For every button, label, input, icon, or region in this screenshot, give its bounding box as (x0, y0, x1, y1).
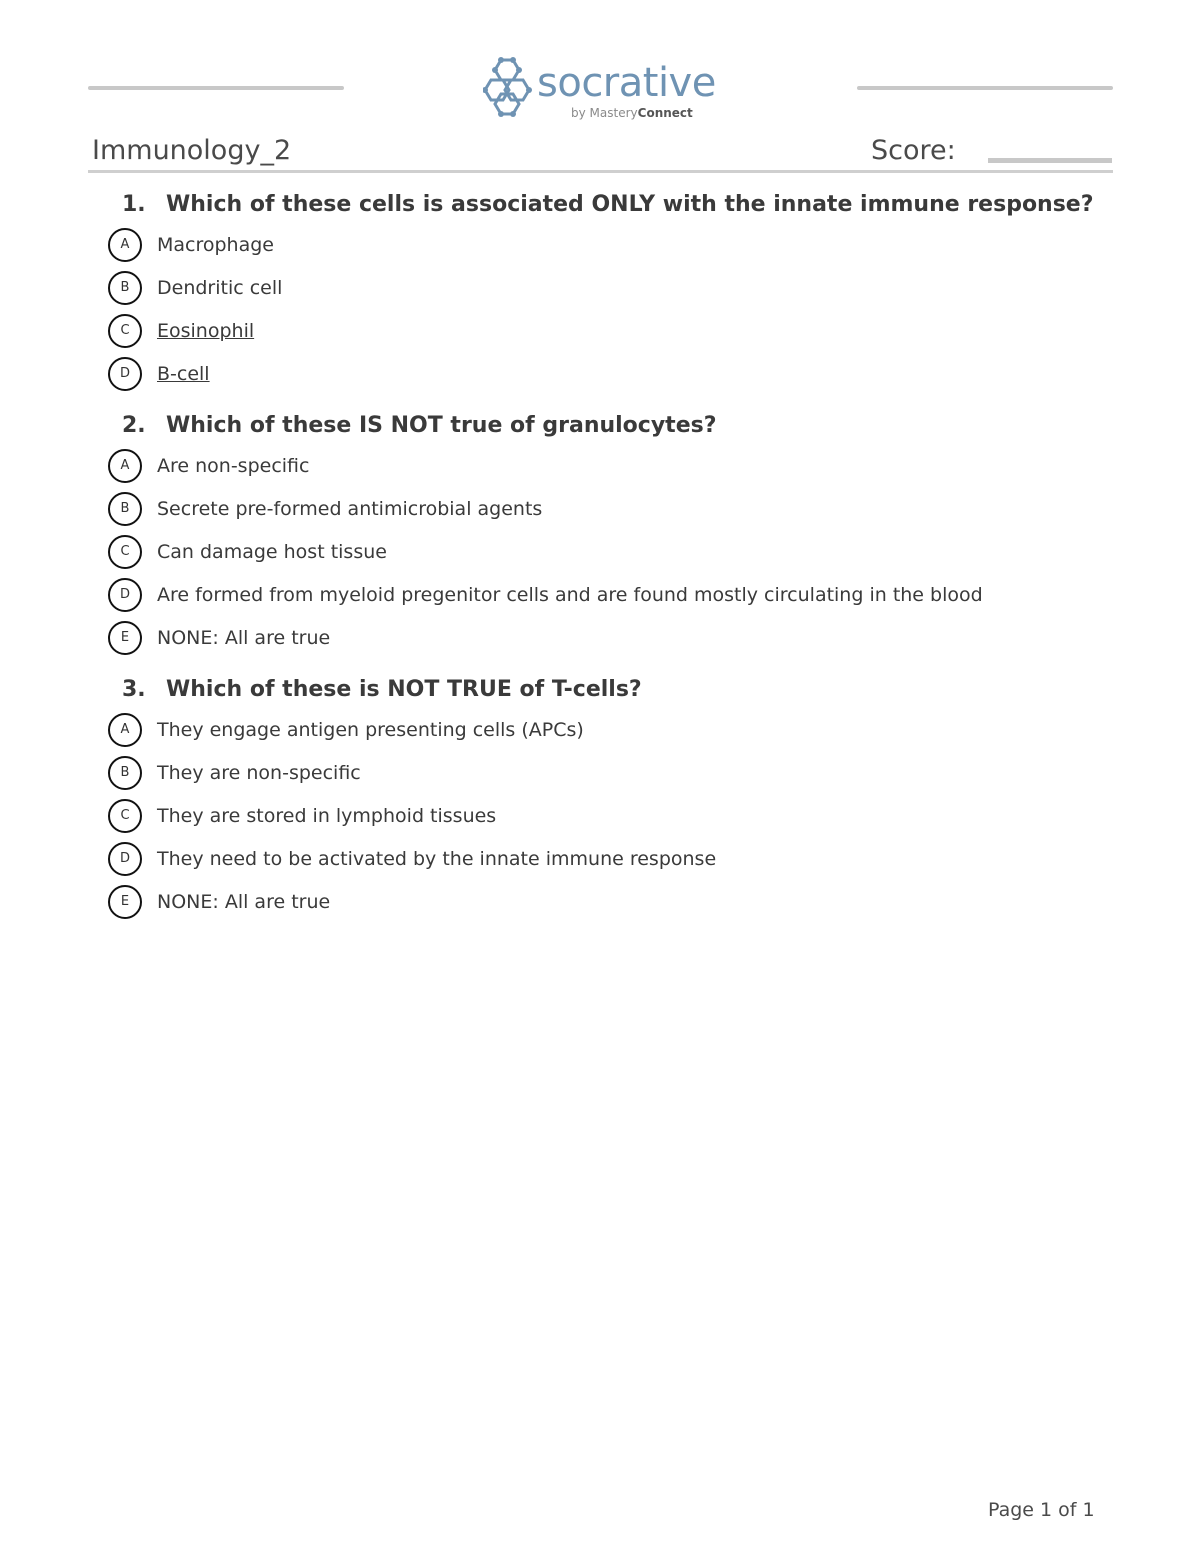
option-1d[interactable] (108, 352, 1108, 395)
option-text: NONE: All are true (157, 626, 331, 649)
header-rule-left (88, 86, 344, 90)
question-text (108, 192, 1108, 217)
logo-brand-light: Mastery (589, 106, 638, 120)
answer-bubble[interactable]: E (108, 885, 142, 919)
option-1a[interactable] (108, 223, 1108, 266)
option-text: Macrophage (157, 233, 274, 256)
question-2 (108, 413, 1108, 659)
option-text: They need to be activated by the innate immune response (157, 847, 717, 870)
page-number: Page 1 of 1 (988, 1499, 1095, 1521)
question-number: 2. (122, 413, 146, 438)
option-text: NONE: All are true (157, 890, 331, 913)
answer-bubble[interactable]: B (108, 756, 142, 790)
option-text: They engage antigen presenting cells (APCs) (157, 718, 584, 741)
option-text: Can damage host tissue (157, 540, 387, 563)
option-text: Secrete pre-formed antimicrobial agents (157, 497, 543, 520)
answer-bubble[interactable]: C (108, 314, 142, 348)
option-2a[interactable] (108, 444, 1108, 487)
question-text (108, 413, 1108, 438)
answer-bubble[interactable]: D (108, 578, 142, 612)
option-3e[interactable] (108, 880, 1108, 923)
option-text: Are formed from myeloid pregenitor cells and are found mostly circulating in the blood (157, 583, 983, 606)
logo-byline (571, 106, 693, 120)
quiz-title: Immunology_2 (92, 135, 292, 166)
answer-bubble[interactable]: C (108, 799, 142, 833)
answer-bubble[interactable]: E (108, 621, 142, 655)
option-text: Are non-specific (157, 454, 310, 477)
option-text: B-cell (157, 362, 210, 385)
option-3b[interactable] (108, 751, 1108, 794)
option-2d[interactable] (108, 573, 1108, 616)
socrative-logo (483, 56, 723, 122)
score-blank-line (988, 158, 1112, 163)
question-number: 1. (122, 192, 146, 217)
title-underline (88, 170, 1113, 173)
header-rule-right (857, 86, 1113, 90)
answer-bubble[interactable]: A (108, 228, 142, 262)
question-prompt: Which of these is NOT TRUE of T-cells? (166, 677, 642, 702)
question-number: 3. (122, 677, 146, 702)
answer-bubble[interactable]: A (108, 713, 142, 747)
logo-by: by (571, 106, 586, 120)
option-1c[interactable] (108, 309, 1108, 352)
answer-bubble[interactable]: B (108, 271, 142, 305)
question-prompt: Which of these IS NOT true of granulocytes? (166, 413, 717, 438)
option-3a[interactable] (108, 708, 1108, 751)
question-prompt: Which of these cells is associated ONLY with the innate immune response? (166, 192, 1094, 217)
option-text: Dendritic cell (157, 276, 283, 299)
option-1b[interactable] (108, 266, 1108, 309)
option-2b[interactable] (108, 487, 1108, 530)
option-2c[interactable] (108, 530, 1108, 573)
hexagon-molecule-icon (483, 56, 539, 118)
answer-bubble[interactable]: C (108, 535, 142, 569)
answer-bubble[interactable]: A (108, 449, 142, 483)
option-3c[interactable] (108, 794, 1108, 837)
option-text: They are non-specific (157, 761, 361, 784)
answer-bubble[interactable]: D (108, 842, 142, 876)
option-text: Eosinophil (157, 319, 255, 342)
question-1 (108, 192, 1108, 395)
option-3d[interactable] (108, 837, 1108, 880)
option-text: They are stored in lymphoid tissues (157, 804, 497, 827)
question-list (108, 192, 1108, 941)
question-text (108, 677, 1108, 702)
logo-brand-bold: Connect (637, 106, 693, 120)
option-2e[interactable] (108, 616, 1108, 659)
logo-wordmark: socrative (537, 60, 716, 106)
score-label: Score: (871, 135, 956, 166)
question-3 (108, 677, 1108, 923)
answer-bubble[interactable]: D (108, 357, 142, 391)
answer-bubble[interactable]: B (108, 492, 142, 526)
